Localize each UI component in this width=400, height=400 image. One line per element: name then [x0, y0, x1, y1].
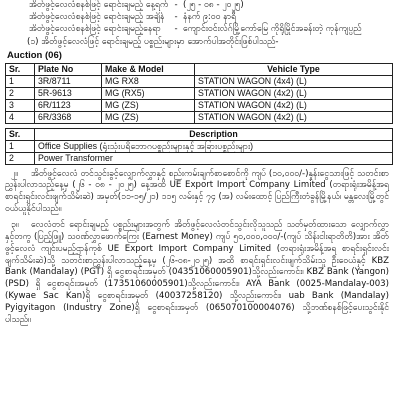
paragraph-number: ၂။ — [11, 168, 18, 179]
paragraph-3 — [5, 220, 389, 327]
paragraph-number: ၃။ — [11, 219, 19, 230]
table-row: 1 Office Supplies (ရုံးသုံးပရိဘောဂပစ္စည်းများနှင့် အခြားပစ္စည်းများ) — [6, 140, 393, 152]
auction-details: အိတ်ဖွင့်လေလံစနစ်ဖြင့် ရောင်းချမည့် နေ့ရက် - (၂၅ - ၀၈ - ၂၀၂၅) အိတ်ဖွင့်လေလံစနစ်ဖြင့် ရောင်းချမည့် အချိန် - နံနက် ၉:၀၀ နာရီ အိတ်ဖွင့်လေလံစနစ်ဖြင့် ရောင်းချမည့်နေရာ - ကျောင်းဝင်းလ်ဂ်မြို့ကော်မြေ ကိုရိုမြိုင်အခန်းတဲ့ ကုန်ကျပ္ပည် — [5, 0, 389, 36]
col-type: Vehicle Type — [195, 63, 393, 75]
paragraph-text: လေလံတင် ရောင်းချမည့် ပစ္စည်းများအတွက် အိတ်ဖွင့်လေလံတင်သွင်းလိုသူသည် သတ်မှတ်ထားသော လျှောက်လွှာနှင့်တကွ (ပြည့်ဖြူ) သဝဏ်လွှာဖောက်ကြေး (Earnest Money) ကျပ် ၅၀,၀၀၀,၀၀၀/-(ကျပ် သိန်းငါးရာတိတိ)အား အိတ်ဖွင့်လေလံ ကျင်းပမည့်ဌာန်ကုစ် UE Export Import Company Limited (တရားရုံးအမိန့်အရ စာရင်းရှင်းလင်းဖျက်သိမ်းဆဲ)သို့ သတင်းစာညွှန်းပါလာသည့်နေ့မှ (၂၆-၀၈-၂၀၂၅) အထိ စာရင်းရှင်းလင်းဖျက်သိမ်းသူ ဦးဝေယံနှင့် KBZ Bank (Mandalay) (PGT) ရှိ ငွေစာရင်းအမှတ် (04351060005901)သို့လည်းကောင်း၊ KBZ Bank (Yangon) (PSD) ရှိ ငွေစာရင်းအမှတ် (17351060005901)သို့လည်းကောင်း၊ AYA Bank (0025-Mandalay-003) (Kywae Sac Kan)ရှိ ငွေစာရင်းအမှတ် (40037258120) သို့လည်းကောင်း၊ uab Bank (Mandalay) Pyigyitagon (Industry Zone)ရှိ ငွေစာရင်းအမှတ် (065070100004076) သို့ဘဏ်စနစ်ဖြင့်ပေးသွင်းနိုင်ပါသည်။ — [5, 219, 389, 325]
table-row: 2 5R-9613 MG (RX5) STATION WAGON (4x2) (L) — [6, 87, 393, 99]
col-sr: Sr. — [6, 128, 35, 140]
auction-time-value: နံနက် ၉:၀၀ နာရီ — [183, 11, 237, 22]
col-make: Make & Model — [102, 63, 195, 75]
table-row: 4 6R/3368 MG (ZS) STATION WAGON (4x2) (L) — [6, 111, 393, 123]
vehicle-table-header — [6, 63, 393, 75]
paragraph-text: အိတ်ဖွင့်လေလံ တင်သွင်းခွင့်လျှောက်လွှာနှင့် စည်းကမ်းချက်စာစောင်ကို ကျပ် (၁၀,၀၀၀/-)နှုန်းငွေသားဖြင့် သတင်းစာညွှန်းပါလာသည့်နေ့မှ (၂၆ - ၀၈ - ၂၀၂၅) နေ့အထိ UE Export Import Company Limited (တရားရုံးအမိန့်အရ စာရင်းရှင်းလင်းဖျက်သိမ်းဆဲ) အမှတ်(၁၁-၁၅/၂၁) ၁၁၅ လမ်းနှင့် ၇၄ (အ) လမ်းထောင့် ပြည်ကြီးတံခွန်မြို့နယ်၊ မန္တလေးမြို့တွင် ဝယ်ယူနိုင်ပါသည်။ — [5, 168, 389, 215]
vehicle-table — [5, 63, 393, 124]
table-row: 1 3R/8711 MG RX8 STATION WAGON (4x4) (L) — [6, 75, 393, 87]
col-description: Description — [35, 128, 393, 140]
description-table — [5, 128, 393, 165]
description-table-header — [6, 128, 393, 140]
table-row: 3 6R/1123 MG (ZS) STATION WAGON (4x2) (L) — [6, 99, 393, 111]
col-sr: Sr. — [6, 63, 35, 75]
paragraph-2 — [5, 169, 389, 216]
auction-date-label: အိတ်ဖွင့်လေလံစနစ်ဖြင့် ရောင်းချမည့် နေ့ရက် — [29, 0, 169, 10]
auction-venue-label: အိတ်ဖွင့်လေလံစနစ်ဖြင့် ရောင်းချမည့်နေရာ — [29, 23, 161, 34]
col-plate: Plate No — [35, 63, 102, 75]
auction-date-value: (၂၅ - ၀၈ - ၂၀၂၅) — [183, 0, 244, 10]
items-intro: (၁) အိတ်ဖွင့်လေလံဖြင့် ရောင်းချမည့် ပစ္စည်းများမှာ အောက်ပါအတိုင်းဖြစ်ပါသည်- — [27, 36, 279, 47]
auction-time-label: အိတ်ဖွင့်လေလံစနစ်ဖြင့် ရောင်းချမည့် အချိန် — [29, 11, 165, 22]
table-row: 2 Power Transformer — [6, 152, 393, 164]
auction-venue-value: ကျောင်းဝင်းလ်ဂ်မြို့ကော်မြေ ကိုရိုမြိုင်အခန်းတဲ့ ကုန်ကျပ္ပည် — [183, 23, 362, 34]
auction-title: Auction (06) — [7, 50, 62, 62]
